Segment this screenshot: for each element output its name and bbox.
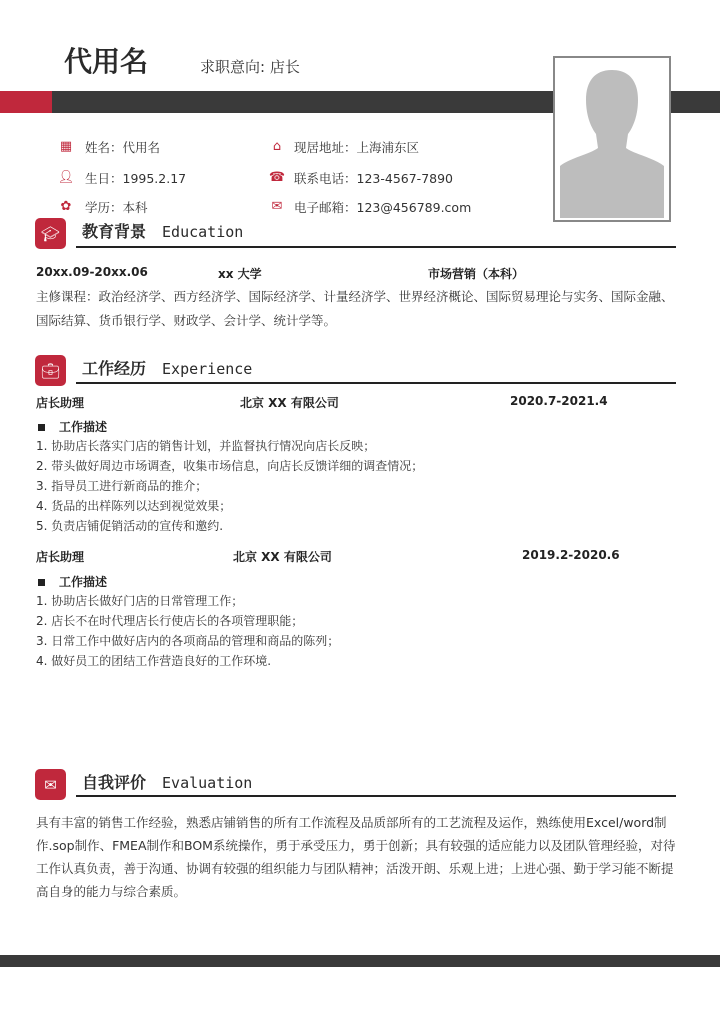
edu-school: xx 大学: [218, 267, 262, 281]
job-item: 3. 指导员工进行新商品的推介；: [36, 479, 208, 493]
job-item: 1. 协助店长做好门店的日常管理工作；: [36, 594, 244, 608]
section-divider: [76, 246, 676, 248]
section-education-header: [82, 219, 243, 242]
edu-major: 市场营销（本科）: [428, 267, 525, 281]
info-birthday: 生日：1995.2.17: [85, 171, 187, 186]
job-period: 2019.2-2020.6: [522, 548, 620, 562]
section-evaluation-header: [82, 770, 252, 793]
section-title: 工作经历: [82, 359, 147, 378]
edu-courses: 主修课程：政治经济学、西方经济学、国际经济学、计量经济学、世界经济概论、国际贸易理论与实务、国际金融、国际结算、货币银行学、财政学、会计学、统计学等。: [36, 289, 674, 328]
info-phone: 联系电话：123-4567-7890: [294, 171, 454, 186]
profile-photo: [553, 56, 671, 222]
section-title: 教育背景: [82, 222, 147, 241]
job-role: 店长助理: [36, 396, 85, 410]
section-title-en: Experience: [162, 360, 253, 378]
header-accent-bar: [0, 91, 52, 113]
job-period: 2020.7-2021.4: [510, 394, 608, 408]
bullet-square-icon: [38, 424, 45, 431]
section-title-en: Education: [162, 223, 244, 241]
job-item: 5. 负责店铺促销活动的宣传和邀约.: [36, 519, 224, 533]
job-desc-label: 工作描述: [38, 418, 107, 435]
evaluation-text: 具有丰富的销售工作经验，熟悉店铺销售的所有工作流程及品质部所有的工艺流程及运作，熟练使用Excel/word制作.sop制作、FMEA制作和BOM系统操作，勇于承受压力，勇于创新；具有较强的适应能力以及团队管理经验，对待工作认真负责，善于沟通、协调有较强的组织能力与团队精神；活泼开朗、乐观上进；上进心强、勤于学习能不断提高自身的能力与综合素质。: [36, 815, 676, 899]
info-address: 现居地址：上海浦东区: [294, 140, 420, 155]
section-title-en: Evaluation: [162, 774, 253, 792]
id-card-icon: ▦: [59, 138, 73, 154]
job-item: 2. 店长不在时代理店长行使店长的各项管理职能；: [36, 614, 304, 628]
info-name: 姓名：代用名: [85, 140, 161, 155]
section-divider: [76, 382, 676, 384]
graduation-cap-icon: 🎓︎: [35, 218, 66, 249]
job-item: 4. 做好员工的团结工作营造良好的工作环境.: [36, 654, 272, 668]
mail-icon: ✉: [271, 198, 283, 214]
section-divider: [76, 795, 676, 797]
section-title: 自我评价: [82, 773, 147, 792]
home-icon: ⌂: [272, 138, 282, 154]
job-desc-label: 工作描述: [38, 573, 107, 590]
job-item: 1. 协助店长落实门店的销售计划，并监督执行情况向店长反映；: [36, 439, 376, 453]
job-item: 2. 带头做好周边市场调查，收集市场信息，向店长反馈详细的调查情况；: [36, 459, 424, 473]
footer-bar: [0, 955, 720, 967]
edu-period: 20xx.09-20xx.06: [36, 265, 148, 279]
job-role: 店长助理: [36, 550, 85, 564]
candidate-name: 代用名: [64, 45, 149, 78]
job-intent: 求职意向: 店长: [200, 58, 300, 76]
section-experience-header: [82, 356, 252, 379]
job-item: 4. 货品的出样陈列以达到视觉效果；: [36, 499, 232, 513]
bullet-square-icon: [38, 579, 45, 586]
job-item: 3. 日常工作中做好店内的各项商品的管理和商品的陈列；: [36, 634, 340, 648]
briefcase-icon: 💼︎: [35, 355, 66, 386]
avatar-silhouette-icon: [557, 60, 667, 218]
job-company: 北京 XX 有限公司: [233, 550, 332, 564]
info-education: 学历：本科: [85, 200, 148, 215]
job-company: 北京 XX 有限公司: [240, 396, 339, 410]
phone-icon: ☎: [268, 169, 286, 185]
comment-icon: ✉: [35, 769, 66, 800]
person-icon: 👤︎: [57, 169, 75, 185]
education-icon: ✿: [60, 198, 72, 214]
info-email: 电子邮箱：123@456789.com: [294, 200, 472, 215]
